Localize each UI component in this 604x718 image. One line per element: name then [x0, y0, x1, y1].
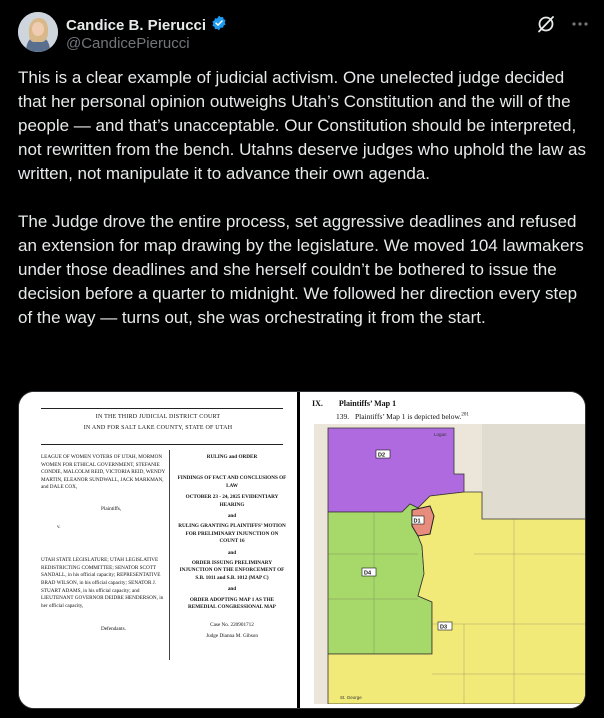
ruling-title: RULING and ORDER — [206, 454, 258, 460]
divider — [41, 408, 283, 409]
place-label-st-george: St. George — [340, 695, 362, 700]
district-label-d2: D2 — [378, 452, 386, 459]
map-para-num: 139. — [336, 412, 350, 421]
caption-divider — [169, 450, 170, 660]
defendants-label: Defendants. — [101, 626, 126, 633]
and-word: and — [227, 586, 237, 593]
tweet-media[interactable] — [18, 391, 586, 709]
map-section: IX. — [312, 399, 323, 408]
ruling-item: ORDER ADOPTING MAP 1 AS THE REMEDIAL CONGRESSIONAL MAP — [188, 596, 276, 611]
court-line-2: IN AND FOR SALT LAKE COUNTY, STATE OF UTAH — [83, 425, 233, 431]
utah-district-map — [314, 424, 586, 704]
divider — [41, 444, 283, 445]
plaintiffs-label: Plaintiffs, — [101, 505, 122, 512]
ruling-item: FINDINGS OF FACT AND CONCLUSIONS OF LAW — [177, 475, 287, 489]
ruling-item: RULING GRANTING PLAINTIFFS’ MOTION FOR PRELIMINARY INJUNCTION ON COUNT 16 — [178, 523, 286, 545]
court-document-image[interactable] — [19, 392, 300, 708]
district-label-d3: D3 — [440, 624, 448, 631]
tweet-text — [18, 66, 588, 330]
avatar-photo — [18, 12, 58, 52]
avatar[interactable] — [18, 12, 58, 52]
neighbor-state — [482, 424, 586, 519]
defendants-text: UTAH STATE LEGISLATURE; UTAH LEGISLATIVE REDISTRICTING COMMITTEE; SENATOR SCOTT SANDALL, in his official capacity; REPRESENTATIVE BRAD WILSON, in his official capacity; SENATOR J. STUART ADAMS, in his official capacity; and LIEUTENANT GOVERNOR DEIDRE HENDERSON, in her official capacity, — [41, 557, 164, 609]
verified-badge-icon — [211, 15, 227, 36]
footnote-ref: 201 — [461, 412, 469, 418]
parties-block — [41, 454, 169, 634]
map-caption — [336, 412, 469, 421]
ruling-item: OCTOBER 23 - 24, 2025 EVIDENTIARY HEARING — [185, 494, 279, 508]
author-name[interactable]: Candice B. Pierucci — [66, 17, 207, 34]
more-options-icon[interactable] — [570, 14, 590, 39]
district-label-d4: D4 — [364, 570, 372, 577]
map-title: Plaintiffs’ Map 1 — [338, 399, 397, 408]
tweet-header — [18, 12, 590, 58]
plaintiffs-text: LEAGUE OF WOMEN VOTERS OF UTAH, MORMON WOMEN FOR ETHICAL GOVERNMENT, STEFANIE CONDIE, MALCOLM REID, VICTORIA REID, WENDY MARTIN, ELEANOR SUNDWALL, JACK MARKMAN, and DALE COX, — [41, 454, 166, 491]
judge-name: Judge Dianna M. Gibson — [206, 632, 258, 639]
versus-text: v. — [57, 523, 61, 530]
ruling-block — [177, 454, 287, 640]
district-label-d1: D1 — [413, 518, 421, 525]
grok-icon[interactable] — [536, 14, 556, 39]
court-line-1: IN THE THIRD JUDICIAL DISTRICT COURT — [95, 414, 221, 420]
place-label-logan: Logan — [434, 432, 447, 437]
and-word: and — [227, 513, 237, 520]
case-number: Case No. 220901712 — [210, 621, 254, 628]
map-caption-text: Plaintiffs’ Map 1 is depicted below. — [355, 412, 462, 421]
tweet-paragraph-2: The Judge drove the entire process, set aggressive deadlines and refused an extension for map drawing by the legislature. We moved 104 lawmakers under those deadlines and she herself couldn’t be bothered to issue the decision before a quarter to midnight. We followed her direction every step of the way — turns out, she was orchestrating it from the start. — [18, 212, 584, 327]
author-handle[interactable]: @CandicePierucci — [66, 35, 190, 52]
ruling-item: ORDER ISSUING PRELIMINARY INJUNCTION ON THE ENFORCEMENT OF S.B. 1011 and S.B. 1012 (MAP C) — [179, 560, 285, 581]
district-map-image[interactable] — [300, 392, 585, 708]
and-word: and — [227, 549, 237, 556]
tweet-paragraph-1: This is a clear example of judicial activism. One unelected judge decided that her personal opinion outweighs Utah’s Constitution and the will of the people — and that’s unacceptable. Our Constitution should be interpreted, not rewritten from the bench. Utahns deserve judges who uphold the law as written, not manipulate it to advance their own agenda. — [18, 68, 586, 183]
map-heading — [312, 399, 396, 408]
